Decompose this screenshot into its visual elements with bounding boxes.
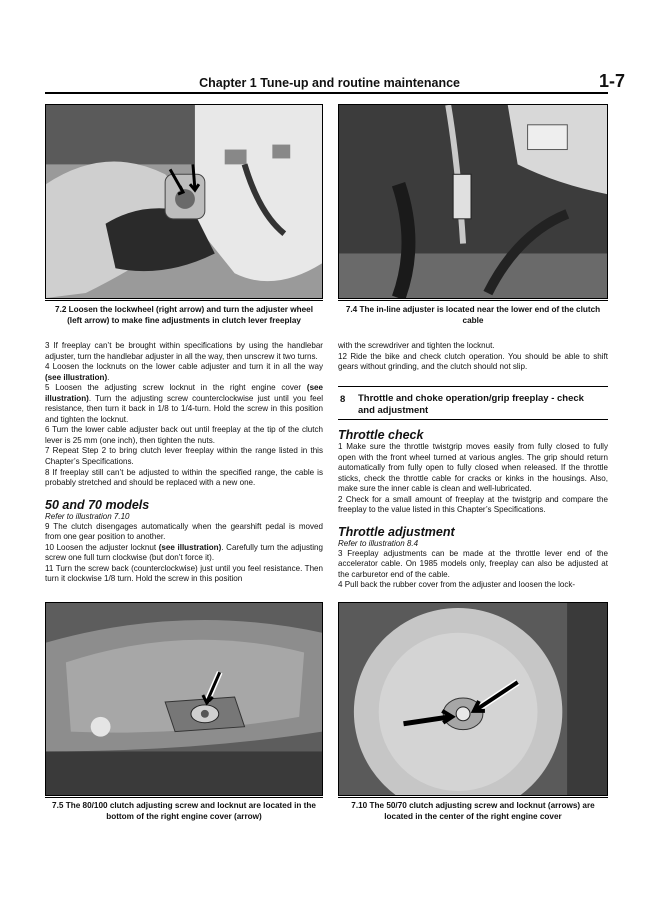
caption-rule-7-2 bbox=[45, 300, 323, 301]
caption-7-5: 7.5 The 80/100 clutch adjusting screw and locknut are located in the bottom of the right engine cover (arrow) bbox=[52, 801, 316, 821]
para-7-3: 3 If freeplay can’t be brought within specifications by using the handlebar adjuster, turn the handlebar adjuster in all the way, then unscrew it two turns. bbox=[45, 341, 323, 361]
caption-rule-7-5 bbox=[45, 797, 323, 798]
para-8-2: 2 Check for a small amount of freeplay at the twistgrip and compare the freeplay to the value listed in this Chapter’s Specifications. bbox=[338, 494, 608, 515]
ref-8-4: Refer to illustration 8.4 bbox=[338, 538, 419, 548]
caption-rule-7-4 bbox=[338, 300, 608, 301]
para-7-11: 11 Turn the screw back (counterclockwise) just until you feel resistance. Then turn it clockwise 1/8 turn. Hold the screw in this position bbox=[45, 563, 323, 584]
caption-rule-7-10 bbox=[338, 797, 608, 798]
photo-7-2-image bbox=[46, 105, 322, 298]
photo-7-4 bbox=[338, 104, 608, 299]
para-7-9: 9 The clutch disengages automatically when the gearshift pedal is moved from one gear position to another. bbox=[45, 521, 323, 542]
section-title: Throttle and choke operation/grip freeplay - check and adjustment bbox=[358, 393, 584, 416]
para-7-10: 10 Loosen the adjuster locknut (see illustration). Carefully turn the adjusting screw one full turn clockwise (but don’t force it). bbox=[45, 542, 323, 563]
subheading-throttle-check: Throttle check bbox=[338, 428, 424, 442]
para-7-4: 4 Loosen the locknuts on the lower cable adjuster and turn it in all the way (see illustration). bbox=[45, 362, 323, 382]
para-7-7: 7 Repeat Step 2 to bring clutch lever freeplay within the range listed in this Chapter’s Specifications. bbox=[45, 446, 323, 467]
section-8-heading bbox=[338, 386, 608, 420]
caption-7-10: 7.10 The 50/70 clutch adjusting screw and locknut (arrows) are located in the center of the right engine cover bbox=[351, 801, 595, 821]
subheading-50-70: 50 and 70 models bbox=[45, 497, 150, 512]
header-rule bbox=[45, 92, 608, 94]
para-7-6: 6 Turn the lower cable adjuster back out until freeplay at the tip of the clutch lever is 25 mm (one inch), then tighten the nuts. bbox=[45, 425, 323, 445]
para-7-12: 12 Ride the bike and check clutch operation. You should be able to shift gears without grinding, and the clutch should not slip. bbox=[338, 351, 608, 372]
para-8-4: 4 Pull back the rubber cover from the adjuster and loosen the lock- bbox=[338, 580, 576, 590]
ref-7-10: Refer to illustration 7.10 bbox=[45, 511, 130, 521]
photo-7-2 bbox=[45, 104, 323, 299]
para-7-11-cont: with the screwdriver and tighten the locknut. bbox=[338, 341, 495, 350]
subheading-throttle-adjustment: Throttle adjustment bbox=[338, 524, 455, 539]
caption-7-4: 7.4 The in-line adjuster is located near the lower end of the clutch cable bbox=[345, 305, 601, 325]
photo-7-5-image bbox=[46, 603, 322, 795]
page-number: 1-7 bbox=[598, 71, 625, 91]
caption-7-2: 7.2 Loosen the lockwheel (right arrow) and turn the adjuster wheel (left arrow) to make fine adjustments in clutch lever freeplay bbox=[55, 305, 313, 325]
section-number: 8 bbox=[340, 394, 346, 405]
left-column-text bbox=[45, 341, 323, 585]
photo-7-10 bbox=[338, 602, 608, 796]
para-7-8: 8 If freeplay still can’t be adjusted to within the specified range, the cable is probably stretched and should be replaced with a new one. bbox=[45, 467, 323, 488]
photo-7-10-image bbox=[339, 603, 607, 795]
photo-7-5 bbox=[45, 602, 323, 796]
para-7-5: 5 Loosen the adjusting screw locknut in the right engine cover (see illustration). Turn the adjusting screw counterclockwise just until you feel resistance, then turn it back in 1/8 to 1/4-turn. Hold the screw in this position and tighten the locknut. bbox=[45, 383, 323, 424]
right-column-text bbox=[338, 341, 608, 373]
para-8-3: 3 Freeplay adjustments can be made at the throttle lever end of the accelerator cable. On 1985 models only, freeplay can also be adjusted at the carburetor end of the cable. bbox=[338, 548, 608, 579]
section-8-text bbox=[338, 428, 608, 591]
chapter-title: Chapter 1 Tune-up and routine maintenance bbox=[199, 76, 460, 90]
photo-7-4-image bbox=[339, 105, 607, 298]
para-8-1: 1 Make sure the throttle twistgrip moves easily from fully closed to fully open with the front wheel turned at various angles. The grip should return automatically from fully open to fully closed when released. If the throttle sticks, check the throttle cable for cracks or kinks in the housings. Also, make sure the inner cable is clean and well-lubricated. bbox=[338, 442, 608, 494]
